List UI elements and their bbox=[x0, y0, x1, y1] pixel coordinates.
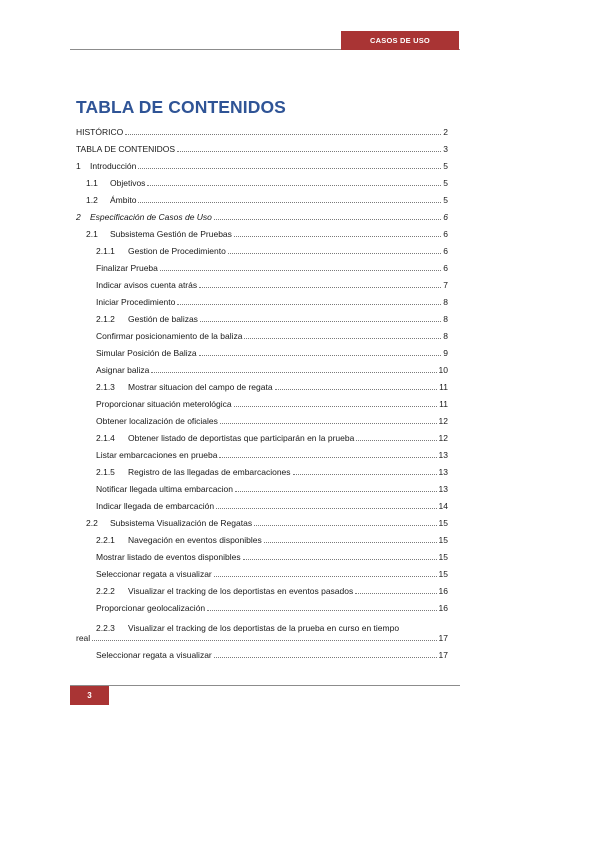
toc-entry[interactable] bbox=[76, 644, 448, 661]
toc-entry[interactable] bbox=[76, 138, 448, 155]
toc-entry-number: 1.1 bbox=[86, 178, 98, 188]
toc-entry-label: HISTÓRICO bbox=[76, 127, 124, 137]
dot-leader bbox=[147, 185, 441, 186]
toc-entry-page: 15 bbox=[438, 552, 448, 562]
dot-leader bbox=[199, 287, 441, 288]
dot-leader bbox=[220, 423, 437, 424]
toc-entry[interactable] bbox=[76, 223, 448, 240]
toc-entry-number: 2 bbox=[76, 212, 81, 222]
toc-entry-page: 7 bbox=[443, 280, 448, 290]
toc-entry-label: Listar embarcaciones en prueba bbox=[96, 450, 218, 460]
toc-entry-label: Visualizar el tracking de los deportistas de la prueba en curso en tiempo bbox=[128, 623, 400, 633]
toc-entry-page: 6 bbox=[443, 229, 448, 239]
toc-entry[interactable] bbox=[76, 376, 448, 393]
dot-leader bbox=[200, 321, 441, 322]
toc-entry[interactable] bbox=[76, 512, 448, 529]
toc-entry-page: 15 bbox=[438, 569, 448, 579]
toc-entry-page: 8 bbox=[443, 331, 448, 341]
toc-entry-label: Mostrar listado de eventos disponibles bbox=[96, 552, 241, 562]
toc-entry-label: Proporcionar geolocalización bbox=[96, 603, 206, 613]
toc-entry-page: 15 bbox=[438, 535, 448, 545]
toc-entry-page: 10 bbox=[438, 365, 448, 375]
toc-entry[interactable] bbox=[76, 478, 448, 495]
toc-entry-label: TABLA DE CONTENIDOS bbox=[76, 144, 176, 154]
toc-entry[interactable] bbox=[76, 155, 448, 172]
dot-leader bbox=[199, 355, 442, 356]
dot-leader bbox=[214, 219, 441, 220]
toc-entry-page: 12 bbox=[438, 433, 448, 443]
toc-entry[interactable] bbox=[76, 359, 448, 376]
toc-entry[interactable] bbox=[76, 393, 448, 410]
toc-entry-number: 2.1 bbox=[86, 229, 98, 239]
dot-leader bbox=[254, 525, 436, 526]
toc-entry-label: Asignar baliza bbox=[96, 365, 150, 375]
toc-entry-label: Introducción bbox=[90, 161, 137, 171]
toc-entry-number: 2.2.1 bbox=[96, 535, 115, 545]
toc-entry-number: 2.1.1 bbox=[96, 246, 115, 256]
toc-entry[interactable] bbox=[76, 529, 448, 546]
toc-entry-label: Seleccionar regata a visualizar bbox=[96, 569, 212, 579]
toc-entry-page: 6 bbox=[443, 263, 448, 273]
toc-entry-label: Obtener localización de oficiales bbox=[96, 416, 218, 426]
toc-entry[interactable] bbox=[76, 291, 448, 308]
dot-leader bbox=[125, 134, 441, 135]
toc-entry-label: Indicar avisos cuenta atrás bbox=[96, 280, 198, 290]
dot-leader bbox=[234, 236, 441, 237]
dot-leader bbox=[275, 389, 438, 390]
toc-entry-page: 6 bbox=[443, 246, 448, 256]
toc-entry-label: Subsistema Visualización de Regatas bbox=[110, 518, 253, 528]
toc-entry-page: 9 bbox=[443, 348, 448, 358]
toc-entry-label: Ámbito bbox=[110, 195, 137, 205]
toc-entry-page: 3 bbox=[443, 144, 448, 154]
dot-leader bbox=[207, 610, 436, 611]
dot-leader bbox=[228, 253, 441, 254]
dot-leader bbox=[160, 270, 441, 271]
dot-leader bbox=[138, 168, 441, 169]
toc-entry-label: Navegación en eventos disponibles bbox=[128, 535, 262, 545]
dot-leader bbox=[214, 576, 437, 577]
toc-entry[interactable] bbox=[76, 206, 448, 223]
toc-entry-number: 2.1.3 bbox=[96, 382, 115, 392]
toc-entry-page: 2 bbox=[443, 127, 448, 137]
toc-entry-page: 5 bbox=[443, 161, 448, 171]
toc-entry-label-continued: real bbox=[76, 633, 91, 643]
toc-entry-page: 11 bbox=[439, 382, 448, 392]
toc-entry[interactable] bbox=[76, 614, 448, 644]
toc-entry[interactable] bbox=[76, 563, 448, 580]
dot-leader bbox=[244, 338, 441, 339]
toc-entry-page: 13 bbox=[438, 484, 448, 494]
toc-entry-page: 17 bbox=[438, 633, 448, 643]
dot-leader bbox=[264, 542, 437, 543]
dot-leader bbox=[216, 508, 436, 509]
toc-entry-label: Obtener listado de deportistas que participarán en la prueba bbox=[128, 433, 355, 443]
toc-entry-label: Registro de las llegadas de embarcaciones bbox=[128, 467, 291, 477]
toc-entry-label: Proporcionar situación meterológica bbox=[96, 399, 232, 409]
toc-entry-number: 2.1.2 bbox=[96, 314, 115, 324]
toc-entry[interactable] bbox=[76, 274, 448, 291]
dot-leader bbox=[356, 440, 436, 441]
toc-entry-number: 1.2 bbox=[86, 195, 98, 205]
toc-entry-page: 5 bbox=[443, 178, 448, 188]
toc-entry[interactable] bbox=[76, 546, 448, 563]
toc-entry-page: 13 bbox=[438, 450, 448, 460]
toc-entry[interactable] bbox=[76, 427, 448, 444]
dot-leader bbox=[243, 559, 437, 560]
toc-entry-page: 8 bbox=[443, 314, 448, 324]
toc-entry-page: 6 bbox=[443, 212, 448, 222]
toc-entry-number: 2.1.4 bbox=[96, 433, 115, 443]
toc-entry-label: Simular Posición de Baliza bbox=[96, 348, 197, 358]
toc-entry-page: 11 bbox=[439, 399, 448, 409]
toc-entry[interactable] bbox=[76, 257, 448, 274]
toc-entry[interactable] bbox=[76, 597, 448, 614]
toc-entry-label: Mostrar situacion del campo de regata bbox=[128, 382, 273, 392]
toc-entry-page: 12 bbox=[438, 416, 448, 426]
toc-entry-page: 13 bbox=[438, 467, 448, 477]
toc-entry[interactable] bbox=[76, 495, 448, 512]
toc-entry-page: 14 bbox=[438, 501, 448, 511]
toc-entry-number: 2.2.3 bbox=[96, 623, 115, 633]
toc-entry-label: Notificar llegada ultima embarcacion bbox=[96, 484, 234, 494]
dot-leader bbox=[235, 491, 437, 492]
toc-entry[interactable] bbox=[76, 410, 448, 427]
toc-entry-label: Confirmar posicionamiento de la baliza bbox=[96, 331, 243, 341]
dot-leader bbox=[177, 304, 441, 305]
toc-entry-label: Subsistema Gestión de Pruebas bbox=[110, 229, 232, 239]
dot-leader bbox=[234, 406, 438, 407]
toc-entry-page: 5 bbox=[443, 195, 448, 205]
dot-leader bbox=[355, 593, 436, 594]
toc-entry-page: 16 bbox=[438, 586, 448, 596]
toc-entry-page: 8 bbox=[443, 297, 448, 307]
toc-entry-page: 16 bbox=[438, 603, 448, 613]
toc-entry-page: 17 bbox=[438, 650, 448, 660]
toc-entry[interactable] bbox=[76, 461, 448, 478]
dot-leader bbox=[138, 202, 441, 203]
toc-entry-label: Gestión de balizas bbox=[128, 314, 198, 324]
toc-entry[interactable] bbox=[76, 444, 448, 461]
page-title: TABLA DE CONTENIDOS bbox=[76, 97, 286, 117]
toc-entry[interactable] bbox=[76, 189, 448, 206]
toc-entry[interactable] bbox=[76, 240, 448, 257]
toc-entry-number: 2.2 bbox=[86, 518, 98, 528]
toc-entry-number: 2.2.2 bbox=[96, 586, 115, 596]
toc-entry-label: Objetivos bbox=[110, 178, 146, 188]
dot-leader bbox=[293, 474, 437, 475]
toc-entry[interactable] bbox=[76, 580, 448, 597]
toc-entry-label: Gestion de Procedimiento bbox=[128, 246, 226, 256]
dot-leader bbox=[177, 151, 441, 152]
toc-entry-number: 1 bbox=[76, 161, 81, 171]
dot-leader bbox=[219, 457, 436, 458]
toc-entry-label: Iniciar Procedimiento bbox=[96, 297, 176, 307]
toc-entry-label: Visualizar el tracking de los deportistas en eventos pasados bbox=[128, 586, 354, 596]
toc-entry-label: Seleccionar regata a visualizar bbox=[96, 650, 212, 660]
page-number-badge: 3 bbox=[70, 686, 109, 705]
toc-entry-label: Finalizar Prueba bbox=[96, 263, 158, 273]
dot-leader bbox=[214, 657, 437, 658]
table-of-contents bbox=[76, 121, 448, 661]
toc-entry[interactable] bbox=[76, 325, 448, 342]
dot-leader bbox=[92, 640, 436, 641]
toc-entry-number: 2.1.5 bbox=[96, 467, 115, 477]
header-badge: CASOS DE USO bbox=[341, 31, 459, 50]
toc-entry-label: Especificación de Casos de Uso bbox=[90, 212, 212, 222]
footer-rule bbox=[70, 685, 460, 686]
toc-entry-page: 15 bbox=[438, 518, 448, 528]
toc-entry[interactable] bbox=[76, 172, 448, 189]
toc-entry[interactable] bbox=[76, 342, 448, 359]
dot-leader bbox=[151, 372, 436, 373]
toc-entry-label: Indicar llegada de embarcación bbox=[96, 501, 215, 511]
toc-entry[interactable] bbox=[76, 121, 448, 138]
toc-entry[interactable] bbox=[76, 308, 448, 325]
